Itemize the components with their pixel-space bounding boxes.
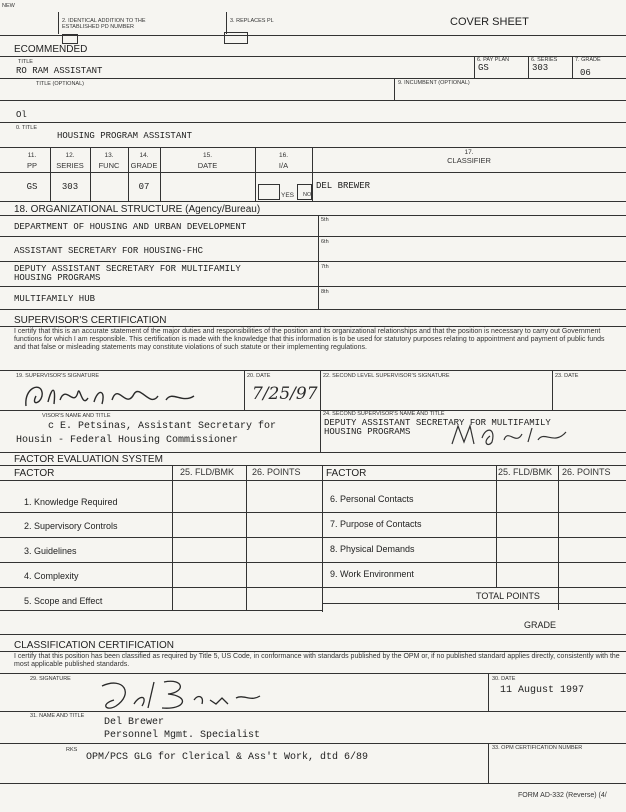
factor-4: 4. Complexity	[24, 571, 79, 581]
hdr-pp-num: 11.	[27, 152, 37, 159]
incumbent-label: 9. INCUMBENT (OPTIONAL)	[398, 80, 470, 86]
supervisor-name-value: c E. Petsinas, Assistant Secretary for	[48, 421, 277, 432]
second-signature-label: 22. SECOND LEVEL SUPERVISOR'S SIGNATURE	[323, 373, 450, 379]
recommended-title-label: TITLE	[18, 59, 33, 65]
fes-factor-header-left: FACTOR	[14, 468, 55, 479]
grade-value: 06	[580, 68, 591, 78]
supervisor-date-value: 7/25/97	[252, 384, 318, 404]
ia-yes-label: YES	[281, 192, 295, 199]
factor-9: 9. Work Environment	[330, 569, 414, 579]
ia-no-label: NO	[303, 192, 312, 198]
org-row4-right-label: 8th	[321, 289, 329, 295]
row10-value: Ol	[16, 110, 27, 120]
supervisor-name-label: VISOR'S NAME AND TITLE	[42, 413, 111, 419]
factor-2: 2. Supervisory Controls	[24, 521, 118, 531]
fes-fld-header-right: 25. FLD/BMK	[498, 467, 553, 477]
series-value: 303	[532, 63, 549, 73]
series-label: 6. SERIES	[531, 57, 558, 63]
recommended-title-value: RO RAM ASSISTANT	[16, 66, 103, 76]
total-points-label: TOTAL POINTS	[476, 591, 540, 601]
hdr-date: DATE	[197, 161, 218, 170]
factor-7: 7. Purpose of Contacts	[330, 519, 422, 529]
factor-8: 8. Physical Demands	[330, 544, 415, 554]
hdr-grade-num: 14.	[139, 152, 149, 159]
header-box3-label: 3. REPLACES PL	[230, 18, 274, 24]
standards-value: OPM/PCS GLG for Clerical & Ass't Work, dtd 6/89	[86, 752, 369, 763]
org-row1-right-label: 5th	[321, 217, 329, 223]
pay-plan-label: 6. PAY PLAN	[477, 57, 510, 63]
optional-title-label: TITLE (OPTIONAL)	[36, 81, 84, 87]
org-row2-right-label: 6th	[321, 239, 329, 245]
replaces-checkbox[interactable]	[224, 32, 248, 44]
org-row3-right-label: 7th	[321, 264, 329, 270]
org-row4-left: MULTIFAMILY HUB	[14, 294, 96, 304]
supervisor-section-label: SUPERVISOR'S CERTIFICATION	[14, 315, 167, 326]
org-row2-left: ASSISTANT SECRETARY FOR HOUSING-FHC	[14, 246, 204, 256]
hdr-date-num: 15.	[202, 152, 213, 159]
org-row3-left: DEPUTY ASSISTANT SECRETARY FOR MULTIFAMILY	[14, 264, 241, 274]
fes-fld-header-left: 25. FLD/BMK	[180, 467, 235, 477]
form-number: FORM AD-332 (Reverse) (4/	[518, 792, 607, 799]
recommended-section-label: ECOMMENDED	[14, 44, 88, 55]
pay-plan-value: GS	[478, 63, 489, 73]
hdr-pp: PP	[26, 161, 37, 170]
header-new-label: NEW	[2, 3, 15, 9]
position-title-value: HOUSING PROGRAM ASSISTANT	[57, 131, 193, 141]
second-signature-scrawl	[448, 420, 572, 450]
fes-factor-header-right: FACTOR	[326, 468, 367, 479]
hdr-ia-num: 16.	[278, 152, 289, 159]
supervisor-name-value2: Housin - Federal Housing Commissioner	[16, 435, 239, 446]
hdr-series: SERIES	[56, 161, 84, 170]
factor-1: 1. Knowledge Required	[24, 497, 118, 507]
supervisor-cert-text: I certify that this is an accurate statement of the major duties and responsibilities of the position and its organizational relationships and that the position is necessary to carry out Government functions for which I am responsible. This certification is made with the knowledge that this information is to be used for statutory purposes relating to appointment and payment of public funds and that false or misleading statements may constitute violations of such statute or their implementing regulations.	[14, 328, 605, 351]
classification-date-value: 11 August 1997	[500, 685, 585, 696]
hdr-series-num: 12.	[65, 152, 75, 159]
second-name-label: 24. SECOND SUPERVISOR'S NAME AND TITLE	[323, 411, 445, 417]
classification-section-label: CLASSIFICATION CERTIFICATION	[14, 640, 175, 651]
second-name-value: DEPUTY ASSISTANT SECRETARY FOR MULTIFAMILY	[324, 418, 551, 428]
supervisor-date-label: 20. DATE	[247, 373, 271, 379]
classification-date-label: 30. DATE	[492, 676, 516, 682]
grade-label: 7. GRADE	[575, 57, 601, 63]
factor-5: 5. Scope and Effect	[24, 596, 103, 606]
org-row1-left: DEPARTMENT OF HOUSING AND URBAN DEVELOPMENT	[14, 222, 247, 232]
opm-cert-label: 33. OPM CERTIFICATION NUMBER	[492, 745, 583, 751]
hdr-func: FUNC	[98, 161, 120, 170]
cover-sheet-title: COVER SHEET	[450, 16, 529, 28]
ia-yes-checkbox[interactable]	[258, 184, 280, 200]
org-row3-left2: HOUSING PROGRAMS	[14, 273, 101, 283]
factor-3: 3. Guidelines	[24, 546, 77, 556]
value-classifier: DEL BREWER	[316, 181, 371, 191]
fes-section-label: FACTOR EVALUATION SYSTEM	[14, 454, 163, 465]
classification-title-value: Personnel Mgmt. Specialist	[104, 730, 261, 741]
factor-6: 6. Personal Contacts	[330, 494, 414, 504]
hdr-classifier-num: 17.	[464, 149, 474, 156]
classification-name-label: 31. NAME AND TITLE	[30, 713, 85, 719]
standards-label: RKS	[66, 747, 78, 753]
position-title-label: 0. TITLE	[16, 125, 37, 131]
value-pp: GS	[26, 182, 38, 192]
org-section-label: 18. ORGANIZATIONAL STRUCTURE (Agency/Bureau)	[14, 204, 261, 215]
fes-points-header-left: 26. POINTS	[252, 467, 301, 477]
supervisor-signature-label: 19. SUPERVISOR'S SIGNATURE	[16, 373, 100, 379]
hdr-func-num: 13.	[104, 152, 114, 159]
hdr-classifier: CLASSIFIER	[447, 156, 491, 165]
classification-signature-label: 29. SIGNATURE	[30, 676, 71, 682]
value-grade: 07	[138, 182, 150, 192]
classification-name-value: Del Brewer	[104, 717, 165, 728]
second-name-value2: HOUSING PROGRAMS	[324, 427, 411, 437]
value-series: 303	[61, 182, 79, 192]
grade-total-label: GRADE	[524, 620, 557, 630]
supervisor-signature-scrawl	[22, 378, 222, 414]
header-box2-label: 2. IDENTICAL ADDITION TO THE ESTABLISHED PD NUMBER	[62, 18, 146, 30]
fes-points-header-right: 26. POINTS	[562, 467, 611, 477]
hdr-grade: GRADE	[130, 161, 158, 170]
hdr-ia: I/A	[278, 161, 289, 170]
classification-cert-text: I certify that this position has been classified as required by Title 5, US Code, in conformance with standards published by the OPM or, if no published standard applies directly, consistently with the most applicable published standards.	[14, 653, 620, 668]
second-date-label: 23. DATE	[555, 373, 579, 379]
